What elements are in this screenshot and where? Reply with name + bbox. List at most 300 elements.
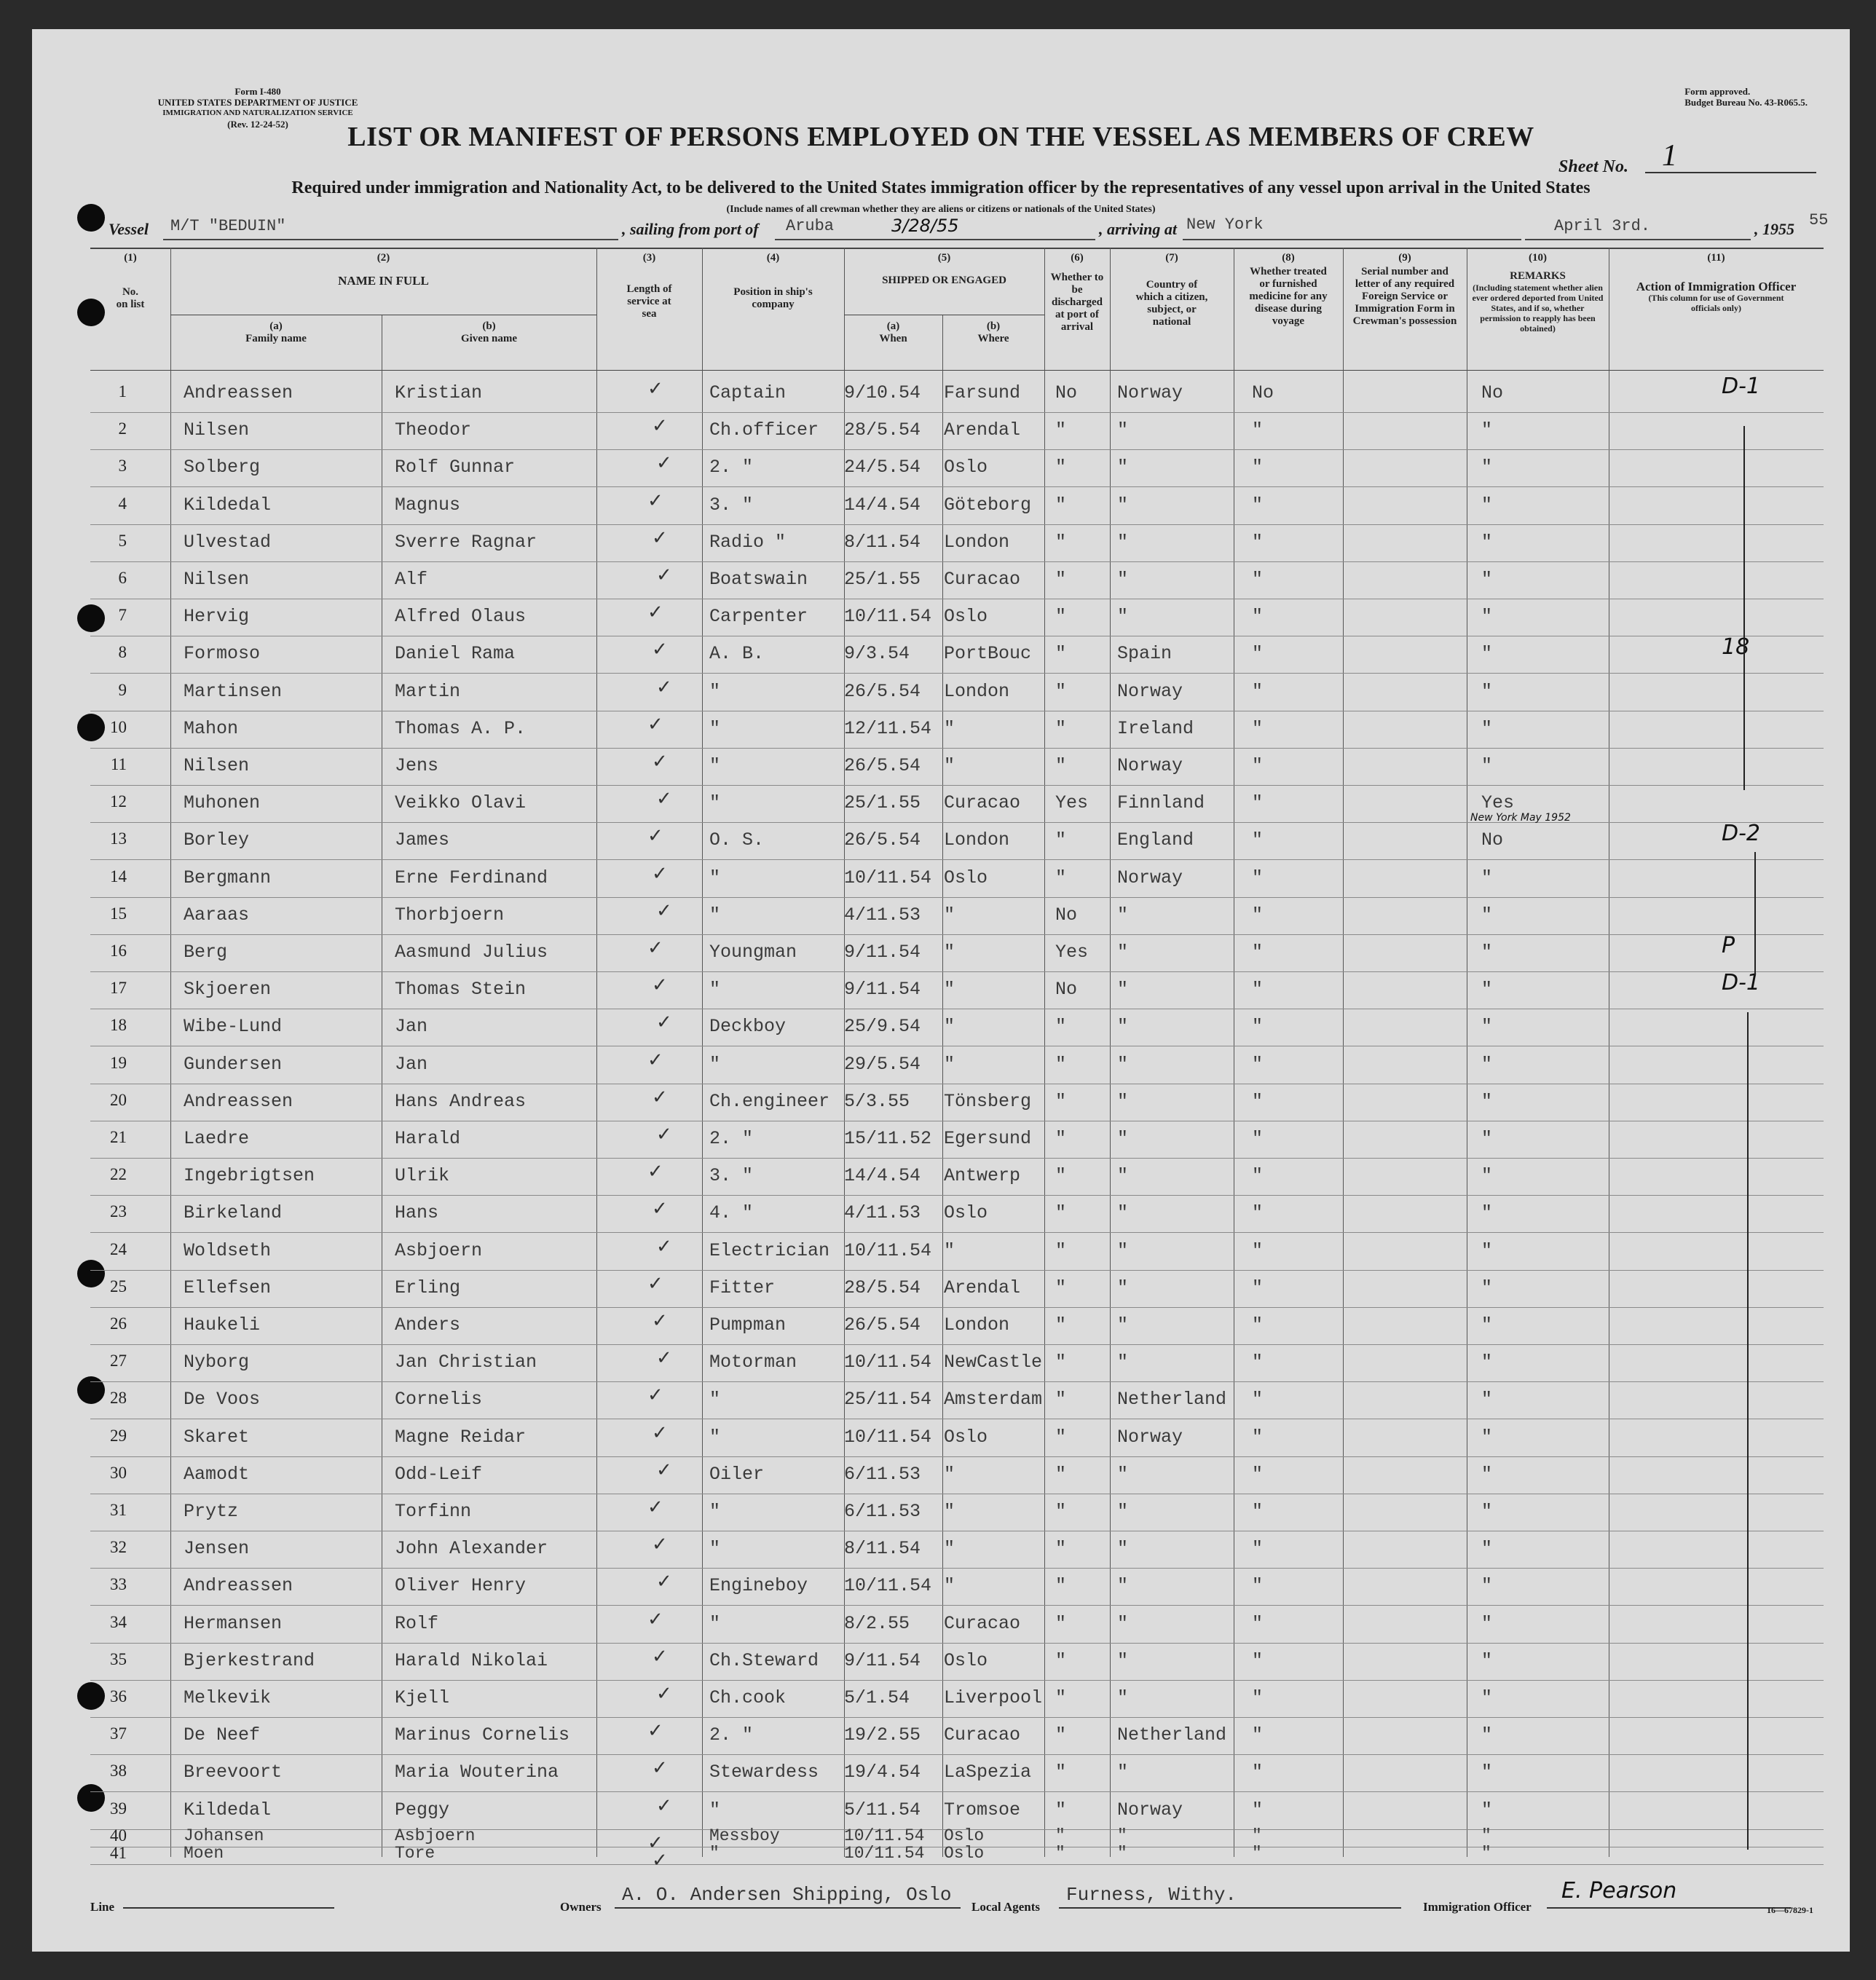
given-name-cell: Thomas Stein [395,979,527,1001]
medicine-cell: " [1252,1090,1264,1112]
shipped-when-cell: 14/4.54 [844,494,921,516]
table-row [90,1195,1824,1233]
manifest-footer [90,1878,1824,1926]
shipped-when-cell: 5/11.54 [844,1799,921,1821]
shipped-when-cell: 10/11.54 [844,867,932,888]
medicine-cell: " [1252,904,1264,926]
row-number-cell: 30 [110,1463,127,1482]
position-cell: A. B. [709,643,765,665]
position-cell: 2. " [709,457,754,478]
row-number-cell: 4 [118,494,127,513]
medicine-cell: " [1252,1277,1264,1298]
table-row [90,860,1824,898]
family-name-cell: Andreassen [184,382,293,403]
discharge-cell: " [1055,1538,1067,1560]
country-cell: " [1117,1575,1129,1597]
family-name-cell: Wibe-Lund [184,1016,283,1038]
shipped-where-cell: PortBouc [944,643,1032,665]
country-cell: " [1117,1314,1129,1336]
col-5a-number: (a) [886,320,900,332]
shipped-when-cell: 10/11.54 [844,1575,932,1597]
shipped-where-cell: " [944,1463,955,1485]
given-name-cell: Daniel Rama [395,643,516,665]
medicine-cell: " [1252,792,1264,814]
given-name-cell: Magne Reidar [395,1426,527,1448]
given-name-cell: Asbjoern [395,1826,476,1845]
shipped-where-cell: " [944,1575,955,1597]
family-name-cell: De Voos [184,1389,261,1411]
shipped-when-cell: 9/10.54 [844,382,921,403]
line-label: Line [90,1900,115,1914]
col-6-header [1044,252,1110,334]
medicine-cell: " [1252,717,1264,739]
shipped-when-cell: 9/11.54 [844,1649,921,1671]
shipped-when-cell: 25/11.54 [844,1389,932,1411]
given-name-cell: Jan [395,1053,428,1075]
table-row [90,1084,1824,1121]
family-name-cell: Skaret [184,1426,250,1448]
remarks-cell: Yes [1481,792,1515,814]
col-7-header [1110,252,1234,328]
medicine-cell: " [1252,1202,1264,1224]
col-8-label: Whether treated or furnished medicine for any disease during voyage [1249,266,1328,327]
remarks-cell: " [1481,1277,1493,1298]
family-name-cell: Aaraas [184,904,250,926]
country-cell: " [1117,606,1129,628]
remarks-cell: " [1481,1090,1493,1112]
country-cell: Netherland [1117,1724,1227,1746]
checkmark-icon: ✓ [656,1794,672,1817]
remarks-cell: " [1481,1463,1493,1485]
shipped-where-cell: Oslo [944,457,988,478]
sailing-date: 3/28/55 [891,216,959,236]
shipped-when-cell: 4/11.53 [844,904,921,926]
family-name-cell: Borley [184,829,250,851]
page-title: LIST OR MANIFEST OF PERSONS EMPLOYED ON THE VESSEL AS MEMBERS OF CREW [347,122,1534,152]
family-name-cell: Solberg [184,457,261,478]
discharge-cell: " [1055,1239,1067,1261]
year-label: , 1955 [1754,220,1794,238]
shipped-where-cell: " [944,1538,955,1560]
family-name-cell: Gundersen [184,1053,283,1075]
checkmark-icon: ✓ [652,526,668,549]
col-7-number: (7) [1165,252,1178,264]
col-2-header [170,252,596,287]
given-name-cell: Torfinn [395,1501,472,1522]
given-name-cell: Harald Nikolai [395,1649,548,1671]
remarks-cell: " [1481,979,1493,1001]
remarks-cell: No [1481,829,1504,851]
family-name-cell: Berg [184,942,228,963]
given-name-cell: Thomas A. P. [395,717,527,739]
officer-action-cell: D-1 [1722,374,1761,399]
shipped-where-cell: London [944,680,1010,702]
shipped-when-cell: 28/5.54 [844,1277,921,1298]
remarks-cell: " [1481,494,1493,516]
checkmark-icon: ✓ [652,751,668,773]
table-row [90,934,1824,972]
page-subnote: (Include names of all crewman whether they are aliens or citizens or nationals of the United States) [726,204,1156,215]
row-number-cell: 12 [110,792,127,811]
position-cell: Messboy [709,1826,780,1845]
row-number-cell: 37 [110,1724,127,1743]
row-number-cell: 24 [110,1239,127,1258]
country-cell: " [1117,1277,1129,1298]
position-cell: Pumpman [709,1314,787,1336]
country-cell: " [1117,942,1129,963]
position-cell: Carpenter [709,606,808,628]
family-name-cell: Birkeland [184,1202,283,1224]
shipped-where-cell: " [944,979,955,1001]
family-name-cell: Bergmann [184,867,272,888]
given-name-cell: Thorbjoern [395,904,505,926]
shipped-where-cell: " [944,1239,955,1261]
given-name-cell: Asbjoern [395,1239,483,1261]
position-cell: " [709,717,721,739]
checkmark-icon: ✓ [652,1757,668,1780]
position-cell: " [709,867,721,888]
given-name-cell: Harald [395,1128,461,1149]
checkmark-icon: ✓ [656,1347,672,1370]
row-number-cell: 39 [110,1799,127,1818]
shipped-when-cell: 26/5.54 [844,755,921,776]
given-name-cell: Anders [395,1314,461,1336]
given-name-cell: Sverre Ragnar [395,531,537,553]
checkmark-icon: ✓ [656,452,672,475]
table-row [90,1792,1824,1830]
discharge-cell: " [1055,1165,1067,1187]
family-name-cell: De Neef [184,1724,261,1746]
country-cell: " [1117,457,1129,478]
family-name-cell: Ingebrigtsen [184,1165,315,1187]
table-row [90,1456,1824,1494]
remarks-cell: " [1481,680,1493,702]
medicine-cell: " [1252,569,1264,590]
family-name-cell: Andreassen [184,1575,293,1597]
row-number-cell: 5 [118,531,127,550]
given-name-cell: Ulrik [395,1165,450,1187]
position-cell: Motorman [709,1352,797,1373]
medicine-cell: " [1252,1239,1264,1261]
col-2b-label: Given name [460,333,518,344]
row-number-cell: 16 [110,942,127,960]
shipped-where-cell: London [944,829,1010,851]
local-agents-value: Furness, Withy. [1066,1884,1237,1906]
position-cell: " [709,904,721,926]
shipped-when-cell: 5/3.55 [844,1090,910,1112]
remarks-cell: No [1481,382,1504,403]
checkmark-icon: ✓ [652,1534,668,1556]
department-name: UNITED STATES DEPARTMENT OF JUSTICE [157,97,358,108]
country-cell: Norway [1117,382,1183,403]
country-cell: " [1117,494,1129,516]
shipped-where-cell: Oslo [944,1426,988,1448]
position-cell: " [709,1426,721,1448]
country-cell: " [1117,531,1129,553]
given-name-cell: Martin [395,680,461,702]
col-1-label: No. on list [116,286,145,310]
given-name-cell: Tore [395,1843,436,1863]
col-11-header [1609,252,1824,313]
position-cell: Electrician [709,1239,830,1261]
country-cell: Finnland [1117,792,1205,814]
col-10-number: (10) [1529,252,1547,264]
given-name-cell: Hans [395,1202,439,1224]
remarks-cell: " [1481,1202,1493,1224]
immigration-officer-label: Immigration Officer [1423,1900,1532,1914]
medicine-cell: " [1252,643,1264,665]
family-name-cell: Bjerkestrand [184,1649,315,1671]
shipped-when-cell: 10/11.54 [844,1239,932,1261]
row-number-cell: 18 [110,1016,127,1035]
table-row [90,1680,1824,1718]
shipped-where-cell: " [944,1053,955,1075]
given-name-cell: Rolf Gunnar [395,457,516,478]
given-name-cell: Jan Christian [395,1352,537,1373]
position-cell: Ch.Steward [709,1649,819,1671]
given-name-cell: Rolf [395,1612,439,1634]
table-row [90,1121,1824,1159]
given-name-cell: Kristian [395,382,483,403]
row-number-cell: 10 [110,717,127,736]
officer-signature: E. Pearson [1561,1878,1677,1904]
country-cell: " [1117,419,1129,441]
shipped-where-cell: Göteborg [944,494,1032,516]
medicine-cell: " [1252,1826,1262,1845]
col-5a-header [844,320,942,345]
discharge-cell: No [1055,904,1078,926]
row-number-cell: 38 [110,1762,127,1780]
table-row [90,1419,1824,1457]
position-cell: " [709,1799,721,1821]
row-number-cell: 34 [110,1612,127,1631]
given-name-cell: Theodor [395,419,472,441]
position-cell: O. S. [709,829,765,851]
checkmark-icon: ✓ [647,378,663,400]
country-cell: " [1117,979,1129,1001]
medicine-cell: " [1252,1352,1264,1373]
position-cell: Deckboy [709,1016,787,1038]
discharge-cell: " [1055,569,1067,590]
col-9-header [1343,252,1467,328]
country-cell: " [1117,904,1129,926]
table-row [90,449,1824,487]
discharge-cell: " [1055,1762,1067,1783]
family-name-cell: Hervig [184,606,250,628]
remarks-cell: " [1481,717,1493,739]
given-name-cell: Marinus Cornelis [395,1724,570,1746]
given-name-cell: Magnus [395,494,461,516]
country-cell: " [1117,1352,1129,1373]
form-number: Form I-480 [234,86,281,97]
table-row [90,971,1824,1009]
shipped-when-cell: 26/5.54 [844,680,921,702]
checkmark-icon: ✓ [656,1683,672,1705]
family-name-cell: Formoso [184,643,261,665]
position-cell: Ch.officer [709,419,819,441]
discharge-cell: " [1055,1843,1065,1863]
checkmark-icon: ✓ [652,639,668,661]
sheet-label: Sheet No. [1558,157,1628,176]
row-number-cell: 23 [110,1202,127,1221]
shipped-where-cell: " [944,904,955,926]
col-2a-label: Family name [245,333,307,344]
family-name-cell: Muhonen [184,792,261,814]
shipped-where-cell: LaSpezia [944,1762,1032,1783]
medicine-cell: " [1252,419,1264,441]
shipped-where-cell: Egersund [944,1128,1032,1149]
discharge-cell: " [1055,1352,1067,1373]
position-cell: " [709,1843,720,1863]
row-number-cell: 3 [118,457,127,476]
position-cell: 4. " [709,1202,754,1224]
table-row [90,1307,1824,1345]
position-cell: " [709,1538,721,1560]
col-11-note: (This column for use of Government officials only) [1648,293,1784,313]
discharge-cell: Yes [1055,942,1089,963]
checkmark-icon: ✓ [652,1645,668,1668]
checkmark-icon: ✓ [652,1198,668,1220]
family-name-cell: Nilsen [184,569,250,590]
checkmark-icon: ✓ [656,899,672,922]
shipped-when-cell: 10/11.54 [844,606,932,628]
col-6-label: Whether to be discharged at port of arrival [1050,272,1104,333]
medicine-cell: " [1252,494,1264,516]
given-name-cell: Cornelis [395,1389,483,1411]
checkmark-icon: ✓ [647,602,663,624]
table-row [90,1717,1824,1755]
row-number-cell: 17 [110,979,127,998]
table-row [90,524,1824,562]
given-name-cell: Maria Wouterina [395,1762,559,1783]
shipped-where-cell: Oslo [944,1202,988,1224]
shipped-where-cell: " [944,717,955,739]
country-cell: Norway [1117,1426,1183,1448]
col-2a-header [170,320,382,345]
service-name: IMMIGRATION AND NATURALIZATION SERVICE [162,109,353,117]
discharge-cell: " [1055,1612,1067,1634]
shipped-when-cell: 6/11.53 [844,1501,921,1522]
row-number-cell: 9 [118,680,127,699]
medicine-cell: " [1252,1128,1264,1149]
remarks-cell: " [1481,1826,1491,1845]
col-2a-number: (a) [269,320,283,332]
col-8-header [1234,252,1343,328]
table-row [90,1158,1824,1196]
officer-action-cell: 18 [1722,634,1750,660]
position-cell: Ch.engineer [709,1090,830,1112]
checkmark-icon: ✓ [652,1421,668,1444]
remarks-cell: " [1481,1843,1491,1863]
family-name-cell: Jensen [184,1538,250,1560]
position-cell: " [709,1389,721,1411]
checkmark-icon: ✓ [652,415,668,438]
checkmark-icon: ✓ [656,1011,672,1034]
shipped-where-cell: " [944,1016,955,1038]
medicine-cell: " [1252,1612,1264,1634]
remarks-cell: " [1481,1352,1493,1373]
medicine-cell: " [1252,1165,1264,1187]
discharge-cell: No [1055,979,1078,1001]
country-cell: Norway [1117,1799,1183,1821]
col-5b-number: (b) [986,320,1001,332]
medicine-cell: " [1252,1575,1264,1597]
given-name-cell: Alfred Olaus [395,606,527,628]
row-number-cell: 20 [110,1090,127,1109]
col-5a-label: When [879,333,907,344]
medicine-cell: " [1252,531,1264,553]
table-row [90,822,1824,860]
shipped-when-cell: 10/11.54 [844,1843,925,1863]
medicine-cell: " [1252,1426,1264,1448]
family-name-cell: Moen [184,1843,224,1863]
table-row [90,1494,1824,1531]
discharge-cell: " [1055,531,1067,553]
discharge-cell: " [1055,829,1067,851]
medicine-cell: No [1252,382,1274,403]
row-number-cell: 2 [118,419,127,438]
table-row [90,561,1824,599]
form-print-code: 16—67829-1 [1767,1905,1813,1915]
remarks-cell: " [1481,755,1493,776]
table-row [90,1568,1824,1606]
position-cell: Captain [709,382,787,403]
shipped-when-cell: 25/9.54 [844,1016,921,1038]
medicine-cell: " [1252,1389,1264,1411]
country-cell: Norway [1117,680,1183,702]
shipped-when-cell: 25/1.55 [844,792,921,814]
arriving-label: , arriving at [1099,220,1177,238]
local-agents-label: Local Agents [972,1900,1040,1914]
checkmark-icon: ✓ [656,676,672,698]
col-3-number: (3) [642,252,656,264]
col-5b-header [942,320,1044,345]
medicine-cell: " [1252,942,1264,963]
remarks-cell: " [1481,606,1493,628]
medicine-cell: " [1252,680,1264,702]
family-name-cell: Ulvestad [184,531,272,553]
shipped-when-cell: 28/5.54 [844,419,921,441]
country-cell: Norway [1117,755,1183,776]
remarks-cell: " [1481,1426,1493,1448]
sailing-label: , sailing from port of [622,220,759,238]
checkmark-icon: ✓ [647,825,663,848]
owners-value: A. O. Andersen Shipping, Oslo [622,1884,952,1906]
remarks-cell: " [1481,1762,1493,1783]
country-cell: " [1117,1053,1129,1075]
remarks-cell: " [1481,1165,1493,1187]
shipped-where-cell: Oslo [944,1826,985,1845]
col-11-label: Action of Immigration Officer [1636,280,1797,293]
discharge-cell: " [1055,1649,1067,1671]
position-cell: Ch.cook [709,1687,787,1708]
country-cell: England [1117,829,1194,851]
checkmark-icon: ✓ [652,1310,668,1332]
shipped-when-cell: 14/4.54 [844,1165,921,1187]
shipped-where-cell: Farsund [944,382,1021,403]
row-number-cell: 14 [110,867,127,886]
discharge-cell: " [1055,755,1067,776]
shipped-when-cell: 10/11.54 [844,1352,932,1373]
given-name-cell: Jan [395,1016,428,1038]
position-cell: " [709,1612,721,1634]
row-number-cell: 7 [118,606,127,625]
col-4-header [702,252,844,311]
shipped-when-cell: 8/11.54 [844,1538,921,1560]
sailing-port: Aruba [786,217,835,235]
discharge-cell: " [1055,1314,1067,1336]
country-cell: " [1117,1501,1129,1522]
